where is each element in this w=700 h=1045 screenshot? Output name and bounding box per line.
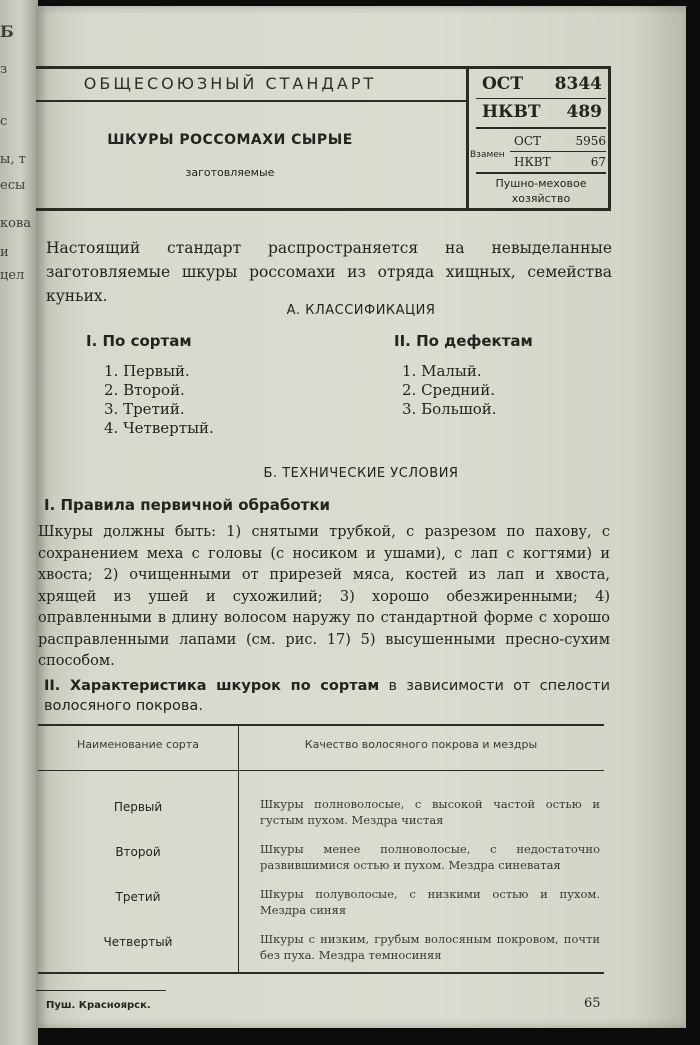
code-org: НКВТ [514, 155, 551, 169]
facing-page-edge [0, 0, 38, 1045]
code-number: 67 [590, 155, 606, 169]
by-grade-heading: I. По сортам [86, 332, 192, 350]
list-item: 4. Четвертый. [104, 419, 214, 437]
table-cell-grade: Второй [115, 845, 161, 859]
by-defect-heading: II. По дефектам [394, 332, 533, 350]
list-item: 1. Малый. [402, 362, 482, 380]
code-block-rule [476, 127, 606, 129]
list-item: 2. Средний. [402, 381, 496, 399]
list-item: 1. Первый. [104, 362, 190, 380]
code-org: ОСТ [482, 74, 523, 94]
table-cell-quality: Шкуры менее полноволосые, с недостаточно развившимися остью и пухом. Мездра синеватая [260, 842, 600, 872]
rules-heading: I. Правила первичной обработки [44, 496, 331, 514]
printer-imprint: Пуш. Красноярск. [46, 1000, 151, 1011]
facing-page-fragment: с [0, 114, 8, 129]
header-divider [466, 66, 469, 211]
code-number: 489 [566, 102, 602, 122]
table-column-divider [238, 724, 239, 974]
facing-page-fragment: и [0, 245, 9, 260]
list-item: 3. Большой. [402, 400, 497, 418]
grades-table [38, 724, 604, 974]
table-cell-grade: Третий [115, 890, 161, 904]
page-number: 65 [584, 996, 601, 1011]
replaces-nkvt [514, 155, 606, 169]
header-top-rule [36, 66, 611, 69]
code-rule [476, 98, 606, 99]
table-header-grade: Наименование сорта [77, 738, 199, 751]
facing-page-fragment: Б [0, 22, 14, 41]
table-cell-quality: Шкуры с низким, грубым волосяным покровом, почти без пуха. Мездра темносиняя [260, 932, 600, 962]
code-number: 5956 [575, 134, 606, 148]
header-title-rule [36, 100, 466, 102]
code-number: 8344 [554, 74, 602, 94]
document-subtitle: заготовляемые [185, 166, 275, 179]
table-cell-quality: Шкуры полуволосые, с низкими остью и пухом. Мездра синяя [260, 887, 600, 917]
standard-label: ОБЩЕСОЮЗНЫЙ СТАНДАРТ [83, 74, 377, 93]
section-b-title: Б. ТЕХНИЧЕСКИЕ УСЛОВИЯ [263, 466, 459, 481]
list-item: 3. Третий. [104, 400, 185, 418]
table-top-rule [38, 724, 604, 726]
table-bottom-rule [38, 972, 604, 974]
facing-page-fragment: ы, т [0, 152, 26, 167]
list-item: 2. Второй. [104, 381, 185, 399]
header-bottom-rule [36, 208, 611, 211]
section-a-title: А. КЛАССИФИКАЦИЯ [286, 303, 436, 318]
replaces-label: Взамен [470, 150, 505, 160]
footer-rule [36, 990, 166, 991]
department-rule [476, 172, 606, 174]
grade-list [104, 362, 214, 438]
rules-paragraph: Шкуры должны быть: 1) снятыми трубкой, с разрезом по пахову, с сохранением меха с головы (с носиком и ушами), с лап с когтями) и хвоста; 2) очищенными от прирезей мяса, костей из лап и хвоста, хрящей из ушей и сухожилий; 3) хорошо обезжиренными; 4) оправленными в длину волосом наружу по стандартной форме с хорошо расправленными лапами (см. рис. 17) 5) высушенными пресно-сухим способом. [38, 524, 610, 669]
document-title: ШКУРЫ РОССОМАХИ СЫРЫЕ [107, 132, 353, 148]
facing-page-fragment: кова [0, 216, 32, 231]
code-ost [482, 74, 602, 94]
code-nkvt [482, 102, 602, 122]
facing-page-fragment: есы [0, 178, 26, 193]
table-header-rule [38, 770, 604, 771]
table-cell-grade: Четвертый [103, 935, 173, 949]
replaces-ost [514, 134, 606, 148]
facing-page-fragment: з [0, 62, 8, 77]
replaces-rule [510, 151, 606, 152]
grades-heading-rest: в зависимости от спелости волосяного покрова. [44, 678, 610, 714]
table-cell-grade: Первый [113, 800, 163, 814]
intro-paragraph: Настоящий стандарт распространяется на невыделанные заготовляемые шкуры россомахи из отряда хищных, семейства куньих. [46, 239, 612, 305]
code-org: НКВТ [482, 102, 541, 122]
department-label: Пушно-меховое хозяйство [495, 177, 587, 205]
defect-list [402, 362, 497, 419]
header-right-border [608, 66, 611, 211]
table-header-quality: Качество волосяного покрова и мездры [304, 738, 538, 751]
grades-heading-bold: II. Характеристика шкурок по сортам [44, 678, 380, 694]
table-cell-quality: Шкуры полноволосые, с высокой частой остью и густым пухом. Мездра чистая [260, 797, 600, 827]
facing-page-fragment: цел [0, 268, 25, 283]
grades-heading [44, 676, 610, 716]
code-org: ОСТ [514, 134, 542, 148]
